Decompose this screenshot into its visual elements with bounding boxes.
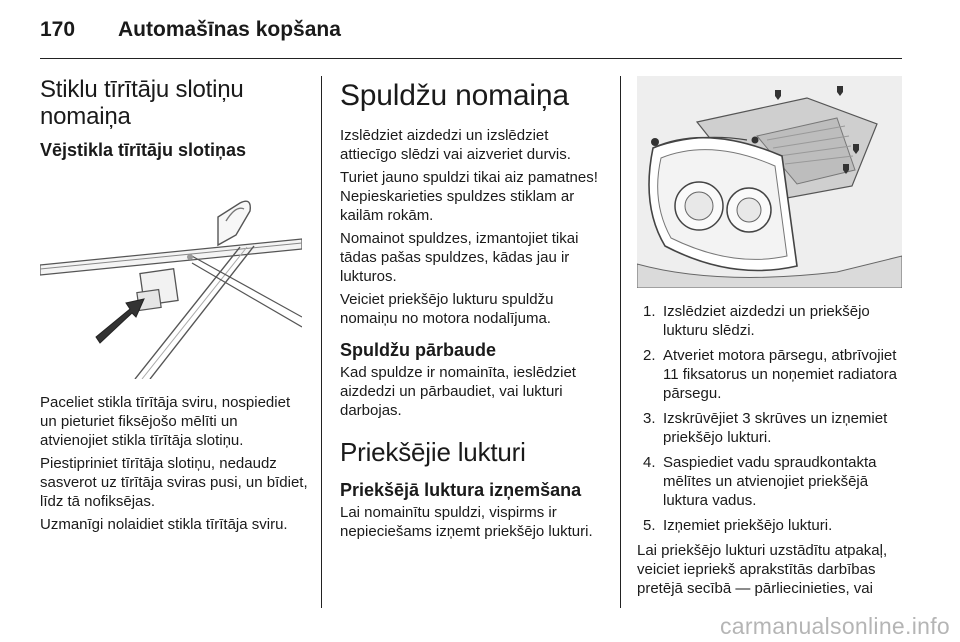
section-heading-headlights: Priekšējie lukturi	[340, 437, 526, 467]
list-item: 4. Saspiediet vadu spraudkontakta mēlītes un atvienojiet priekšējā luktura vadus.	[643, 454, 877, 509]
section-heading-wiper: Stiklu tīrītāju slotiņu nomaiņa	[40, 76, 244, 130]
headlight-illustration	[637, 76, 902, 288]
page-title: Automašīnas kopšana	[118, 18, 341, 41]
wiper-paragraph-1: Paceliet stikla tīrītāja sviru, nospiediet un pieturiet fiksējošo mēlīti un atvienojiet stikla tīrītāja slotiņu.	[40, 394, 291, 449]
wiper-paragraph-3: Uzmanīgi nolaidiet stikla tīrītāja sviru.	[40, 516, 288, 533]
wiper-blade-illustration	[40, 167, 302, 379]
subheading-windscreen-wiper: Vējstikla tīrītāju slotiņas	[40, 140, 247, 160]
column-headlight-steps	[637, 76, 902, 602]
list-item: 5. Izņemiet priekšējo lukturi.	[643, 517, 833, 534]
column-divider-1	[321, 76, 322, 608]
bulbs-paragraph-4: Veiciet priekšējo lukturu spuldžu nomaiņu no motora nodalījuma.	[340, 291, 554, 327]
section-heading-bulbs: Spuldžu nomaiņa	[340, 79, 569, 112]
subheading-headlight-removal: Priekšējā luktura izņemšana	[340, 480, 582, 500]
column-wiper	[40, 76, 308, 538]
subheading-bulb-check: Spuldžu pārbaude	[340, 340, 497, 360]
page-header	[40, 18, 902, 48]
headlight-removal-steps	[637, 302, 902, 535]
reinstall-paragraph: Lai priekšējo lukturi uzstādītu atpakaļ, veiciet iepriekš aprakstītās darbības pretējā secībā — pārliecinieties, vai	[637, 542, 888, 597]
wiper-paragraph-2: Piestipriniet tīrītāja slotiņu, nedaudz sasverot uz tīrītāja sviras pusi, un bīdiet, līdz tā nofiksējas.	[40, 455, 308, 510]
watermark: carmanualsonline.info	[719, 613, 950, 639]
bulbs-paragraph-3: Nomainot spuldzes, izmantojiet tikai tādas pašas spuldzes, kādas jau ir lukturos.	[340, 230, 579, 285]
list-item: 3. Izskrūvējiet 3 skrūves un izņemiet priekšējo lukturi.	[643, 410, 888, 446]
list-item: 1. Izslēdziet aizdedzi un priekšējo lukturu slēdzi.	[643, 303, 870, 339]
page-number: 170	[40, 18, 76, 41]
bulbs-paragraph-2: Turiet jauno spuldzi tikai aiz pamatnes! Nepieskarieties spuldzes stiklam ar kailām rokām.	[340, 169, 598, 224]
header-divider	[40, 58, 902, 59]
bulbs-paragraph-1: Izslēdziet aizdedzi un izslēdziet attiecīgo slēdzi vai aizveriet durvis.	[340, 127, 571, 163]
column-divider-2	[620, 76, 621, 608]
list-item: 2. Atveriet motora pārsegu, atbrīvojiet 11 fiksatorus un noņemiet radiatora pārsegu.	[643, 347, 898, 402]
bulbs-paragraph-5: Kad spuldze ir nomainīta, ieslēdziet aizdedzi un pārbaudiet, vai lukturi darbojas.	[340, 364, 576, 419]
column-bulbs	[340, 76, 605, 545]
bulbs-paragraph-6: Lai nomainītu spuldzi, vispirms ir nepieciešams izņemt priekšējo lukturi.	[340, 504, 593, 540]
